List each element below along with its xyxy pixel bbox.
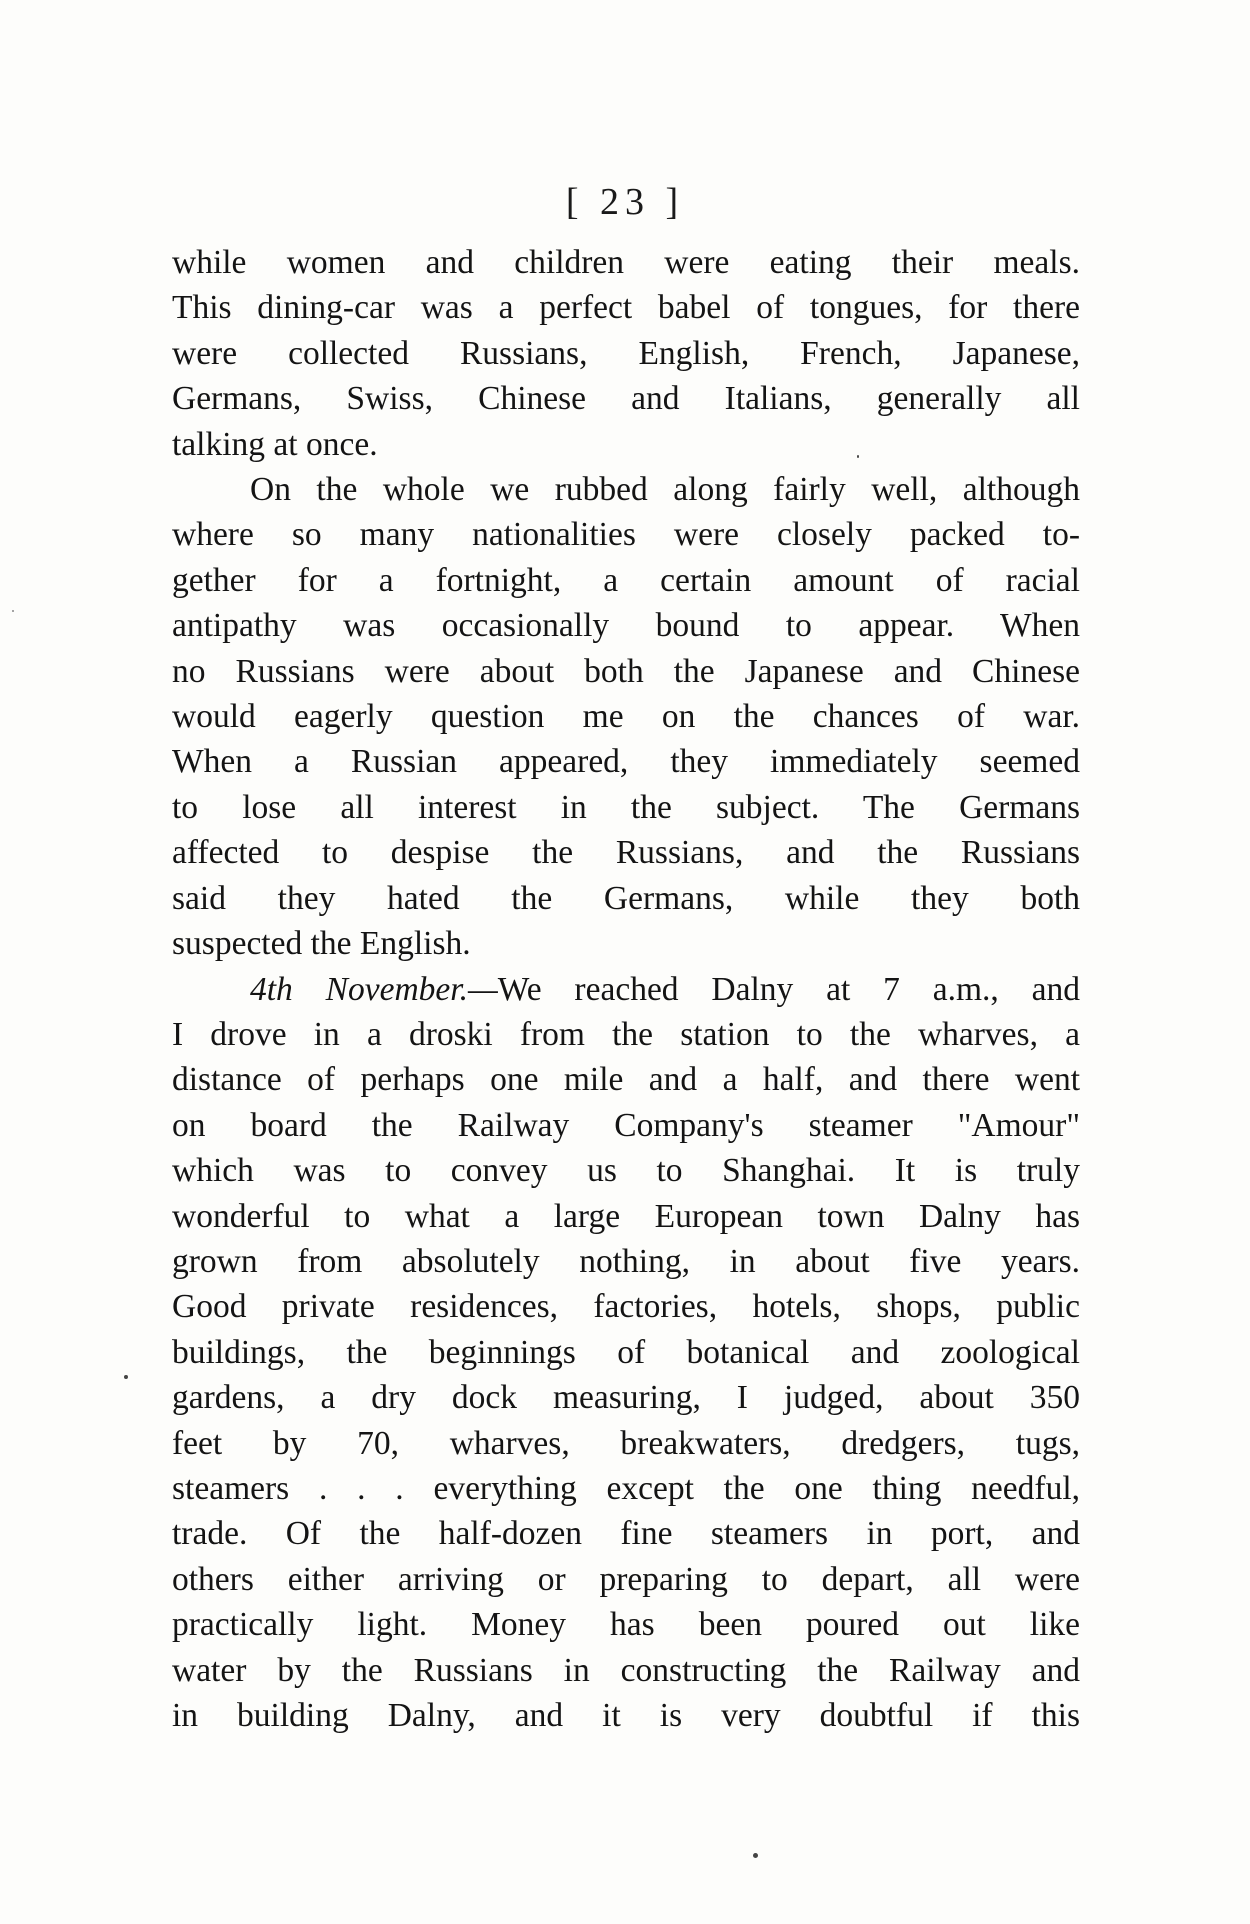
text-line: where so many nationalities were closely packed to- xyxy=(172,516,1080,554)
text-line: antipathy was occasionally bound to appear. When xyxy=(172,607,1080,645)
date-line-text: We reached Dalny at 7 a.m., and xyxy=(497,970,1080,1008)
scan-speck xyxy=(124,1375,128,1379)
text-line: grown from absolutely nothing, in about five years. xyxy=(172,1242,1080,1280)
text-line: affected to despise the Russians, and the Russians xyxy=(172,834,1080,872)
text-line: On the whole we rubbed along fairly well, although xyxy=(250,471,1080,509)
text-line: talking at once. xyxy=(172,425,378,463)
text-line: steamers . . . everything except the one thing needful, xyxy=(172,1469,1080,1507)
date-heading: 4th November.— xyxy=(250,970,498,1008)
text-line: water by the Russians in constructing the Railway and xyxy=(172,1651,1080,1689)
text-line: on board the Railway Company's steamer "Amour" xyxy=(172,1106,1080,1144)
text-line: gether for a fortnight, a certain amount of racial xyxy=(172,561,1080,599)
body-text xyxy=(172,240,1080,1738)
text-line: When a Russian appeared, they immediately seemed xyxy=(172,743,1080,781)
text-line: no Russians were about both the Japanese and Chinese xyxy=(172,652,1080,690)
text-line: which was to convey us to Shanghai. It is truly xyxy=(172,1152,1080,1190)
text-line: in building Dalny, and it is very doubtful if this xyxy=(172,1697,1080,1734)
scan-speck xyxy=(753,1853,758,1858)
text-line: buildings, the beginnings of botanical and zoological xyxy=(172,1333,1080,1371)
text-line: This dining-car was a perfect babel of tongues, for there xyxy=(172,289,1080,327)
text-line: while women and children were eating their meals. xyxy=(172,244,1080,281)
text-line: practically light. Money has been poured out like xyxy=(172,1606,1080,1644)
text-line: to lose all interest in the subject. The Germans xyxy=(172,788,1080,826)
text-line xyxy=(172,967,1080,1012)
scan-speck xyxy=(12,610,14,612)
text-line: gardens, a dry dock measuring, I judged, about 350 xyxy=(172,1379,1080,1417)
scan-speck xyxy=(857,455,859,458)
text-line: said they hated the Germans, while they both xyxy=(172,879,1080,917)
text-line: suspected the English. xyxy=(172,925,471,963)
text-line: would eagerly question me on the chances of war. xyxy=(172,698,1080,736)
text-line: distance of perhaps one mile and a half, and there went xyxy=(172,1061,1080,1099)
text-line: wonderful to what a large European town Dalny has xyxy=(172,1197,1080,1235)
text-line: I drove in a droski from the station to the wharves, a xyxy=(172,1015,1080,1053)
page-number: [ 23 ] xyxy=(565,181,685,223)
text-line: Good private residences, factories, hotels, shops, public xyxy=(172,1288,1080,1326)
text-line: were collected Russians, English, French, Japanese, xyxy=(172,334,1080,372)
text-line: feet by 70, wharves, breakwaters, dredgers, tugs, xyxy=(172,1424,1080,1462)
text-line: others either arriving or preparing to depart, all were xyxy=(172,1560,1080,1598)
text-line: trade. Of the half-dozen fine steamers in port, and xyxy=(172,1515,1080,1553)
text-line: Germans, Swiss, Chinese and Italians, generally all xyxy=(172,380,1080,418)
